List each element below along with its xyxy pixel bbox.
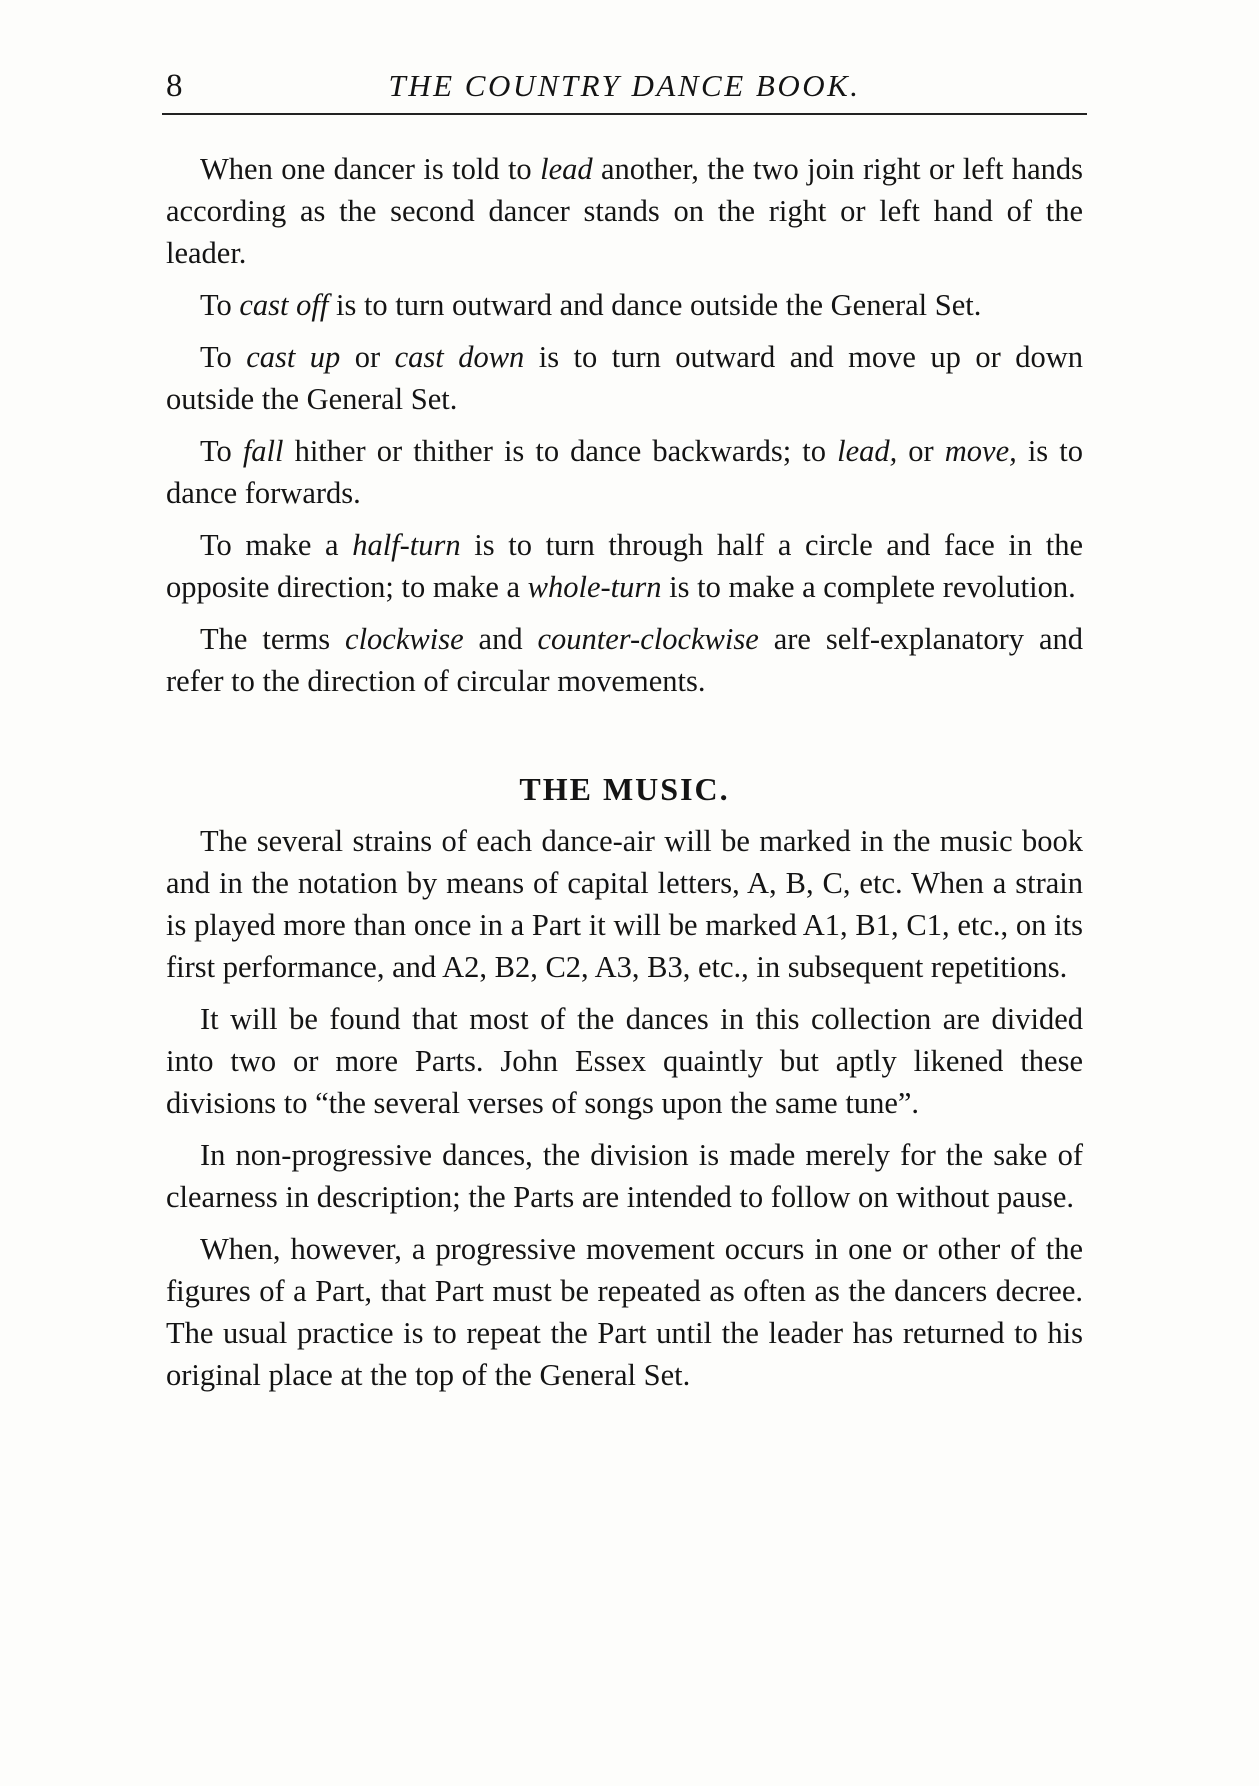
definition-fall-lead-move: To fall hither or thither is to dance backwards; to lead, or move, is to dance forwards.: [166, 434, 1083, 510]
definition-cast-off: To cast off is to turn outward and dance outside the General Set.: [200, 288, 982, 322]
header-rule: [162, 113, 1087, 115]
definition-lead: When one dancer is told to lead another, the two join right or left hands according as the second dancer stands on the right or left hand of the leader.: [166, 152, 1083, 270]
music-paragraph-strains: The several strains of each dance-air will be marked in the music book and in the notation by means of capital letters, A, B, C, etc. When a strain is played more than once in a Part it will be marked A1, B1, C1, etc., on its first performance, and A2, B2, C2, A3, B3, etc., in subsequent repetitions.: [166, 824, 1083, 984]
definition-cast-up-down: To cast up or cast down is to turn outward and move up or down outside the General Set.: [166, 340, 1083, 416]
definition-clockwise: The terms clockwise and counter-clockwise are self-explanatory and refer to the direction of circular movements.: [166, 622, 1083, 698]
page-header: [162, 62, 1087, 118]
music-paragraph-non-progressive: In non-progressive dances, the division is made merely for the sake of clearness in description; the Parts are intended to follow on without pause.: [166, 1138, 1083, 1214]
section-heading-music: THE MUSIC.: [519, 771, 730, 807]
running-title: THE COUNTRY DANCE BOOK.: [388, 68, 861, 103]
page-number: 8: [166, 68, 183, 104]
music-paragraph-progressive: When, however, a progressive movement occurs in one or other of the figures of a Part, that Part must be repeated as often as the dancers decree. The usual practice is to repeat the Part until the leader has returned to his original place at the top of the General Set.: [166, 1232, 1083, 1392]
definition-turns: To make a half-turn is to turn through half a circle and face in the opposite direction; to make a whole-turn is to make a complete revolution.: [166, 528, 1083, 604]
page-body: [166, 148, 1083, 1406]
music-paragraph-parts: It will be found that most of the dances in this collection are divided into two or more Parts. John Essex quaintly but aptly likened these divisions to “the several verses of songs upon the same tune”.: [166, 1002, 1083, 1120]
